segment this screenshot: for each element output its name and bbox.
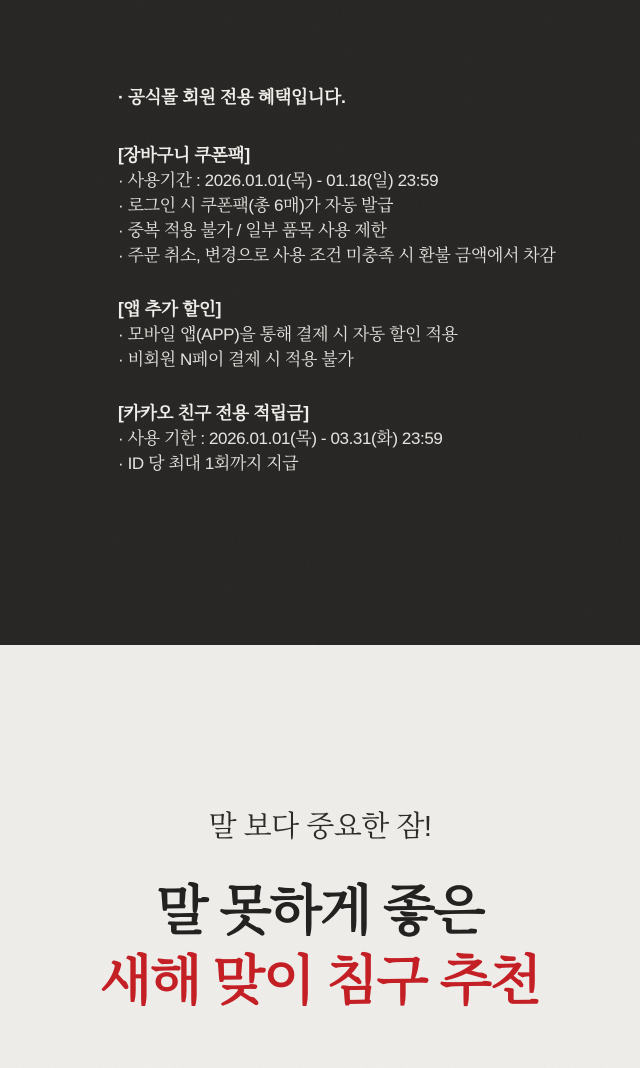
terms-group-kakao-points: [118, 401, 600, 476]
term-item: · 모바일 앱(APP)을 통해 결제 시 자동 할인 적용: [118, 325, 458, 344]
term-item: · 사용 기한 : 2026.01.01(목) - 03.31(화) 23:59: [118, 429, 443, 448]
promo-headline-line2: 새해 맞이 침구 추천: [99, 951, 541, 1011]
terms-group-title: [앱 추가 할인]: [118, 299, 222, 319]
terms-intro-note: · 공식몰 회원 전용 혜택입니다.: [118, 87, 346, 107]
promo-tagline: 말 보다 중요한 잠!: [208, 811, 432, 843]
terms-group-title: [카카오 친구 전용 적립금]: [118, 403, 309, 423]
term-item: · ID 당 최대 1회까지 지급: [118, 454, 299, 473]
term-item: · 로그인 시 쿠폰팩(총 6매)가 자동 발급: [118, 196, 394, 215]
term-item: · 비회원 N페이 결제 시 적용 불가: [118, 350, 354, 369]
promo-headline-line1: 말 못하게 좋은: [156, 881, 484, 941]
terms-content: [118, 85, 600, 476]
promo-headline-section: [0, 645, 640, 1068]
terms-group-cart-coupon-pack: [118, 143, 600, 268]
terms-group-title: [장바구니 쿠폰팩]: [118, 145, 250, 165]
term-item: · 주문 취소, 변경으로 사용 조건 미충족 시 환불 금액에서 차감: [118, 246, 556, 265]
term-item: · 사용기간 : 2026.01.01(목) - 01.18(일) 23:59: [118, 171, 439, 190]
term-item: · 중복 적용 불가 / 일부 품목 사용 제한: [118, 221, 387, 240]
promo-content: [0, 645, 640, 1016]
terms-group-app-discount: [118, 297, 600, 372]
